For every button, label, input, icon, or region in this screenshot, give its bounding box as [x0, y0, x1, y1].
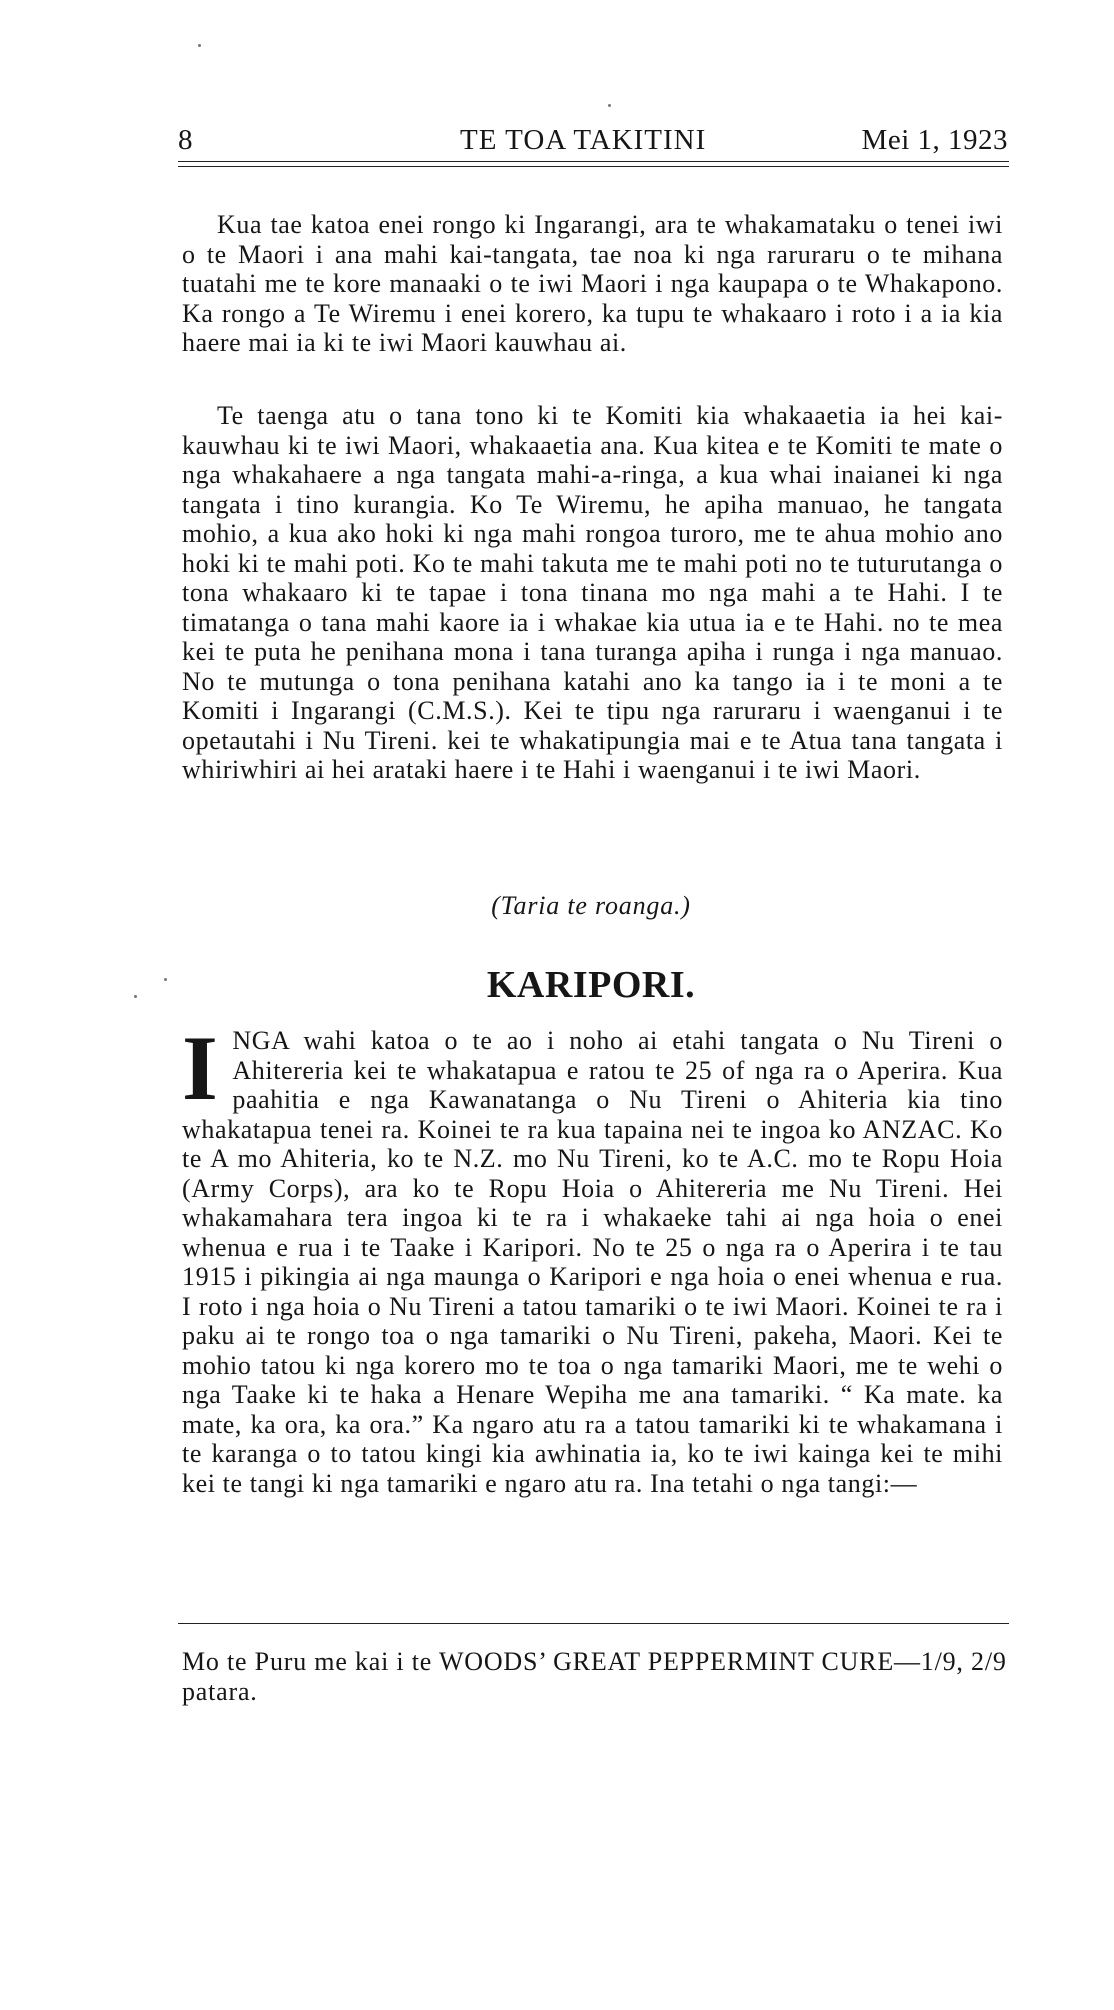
advertisement: Mo te Puru me kai i te WOODS’ GREAT PEPPERMINT CURE—1/9, 2/9 patara. — [182, 1647, 1007, 1706]
issue-date: Mei 1, 1923 — [861, 124, 1008, 156]
drop-cap: I — [182, 1017, 219, 1119]
page-number: 8 — [178, 124, 193, 156]
publication-title: TE TOA TAKITINI — [460, 124, 707, 156]
article1-paragraph-2: Te taenga atu o tana tono ki te Komiti kia whakaaetia ia hei kai-kauwhau ki te iwi Maori, whakaaetia ana. Kua kitea e te Komiti te mate o nga whakahaere a nga tangata mahi-a-ringa, a kua whai inaianei ki nga tangata i tino kurangia. Ko Te Wiremu, he apiha manuao, he tangata mohio, a kua ako hoki ki nga mahi rongoa turoro, me te ahua mohio ano hoki ki te mahi poti. Ko te mahi takuta me te mahi poti no te tuturutanga o tona whakaaro ki te tapae i tona tinana mo nga mahi a te Hahi. I te timatanga o tana mahi kaore ia i whakae kia utua ia e te Hahi. no te mea kei te puta he penihana mona i tana turanga apiha i runga i nga manuao. No te mutunga o tona penihana katahi ano ka tango ia i te moni a te Komiti i Ingarangi (C.M.S.). Kei te tipu nga raruraru i waenganui i te opetautahi i Nu Tireni. kei te whakatipungia mai e te Atua tana tangata i whiriwhiri ai hei arataki haere i te Hahi i waenganui i te iwi Maori. — [182, 401, 1003, 784]
scan-speck — [608, 104, 611, 107]
footer-rule — [178, 1623, 1009, 1624]
header-rule-thin — [178, 166, 1009, 167]
scan-speck — [134, 995, 137, 998]
continued-note: (Taria te roanga.) — [491, 891, 691, 920]
scan-speck — [198, 44, 201, 47]
article2-body: INGA wahi katoa o te ao i noho ai etahi tangata o Nu Tireni o Ahitereria kei te whakatapua e ratou te 25 of nga ra o Aperira. Kua paahitia e nga Kawanatanga o Nu Tireni o Ahiteria kia tino whakatapua tenei ra. Koinei te ra kua tapaina nei te ingoa ko ANZAC. Ko te A mo Ahiteria, ko te N.Z. mo Nu Tireni, ko te A.C. mo te Ropu Hoia (Army Corps), ara ko te Ropu Hoia o Ahitereria me Nu Tireni. Hei whakamahara tera ingoa ki te ra i whakaeke tahi ai nga hoia o enei whenua e rua i te Taake i Karipori. No te 25 o nga ra o Aperira i te tau 1915 i pikingia ai nga maunga o Karipori e nga hoia o enei whenua e rua. I roto i nga hoia o Nu Tireni a tatou tamariki o te iwi Maori. Koinei te ra i paku ai te rongo toa o nga tamariki o Nu Tireni, pakeha, Maori. Kei te mohio tatou ki nga korero mo te toa o nga tamariki Maori, me te wehi o nga Taake ki te haka a Henare Wepiha me ana tamariki. “ Ka mate. ka mate, ka ora, ka ora.” Ka ngaro atu ra a tatou tamariki ki te whakamana i te karanga o to tatou kingi kia awhinatia ia, ko te iwi kainga kei te mihi kei te tangi ki nga tamariki e ngaro atu ra. Ina tetahi o nga tangi:— — [182, 1017, 1003, 1498]
article-heading: KARIPORI. — [486, 964, 696, 1006]
running-header — [178, 124, 1008, 164]
article1-paragraph-1: Kua tae katoa enei rongo ki Ingarangi, ara te whakamataku o tenei iwi o te Maori i ana mahi kai-tangata, tae noa ki nga raruraru o te mihana tuatahi me te kore manaaki o te iwi Maori i nga kaupapa o te Whakapono. Ka rongo a Te Wiremu i enei korero, ka tupu te whakaaro i roto i a ia kia haere mai ia ki te iwi Maori kauwhau ai. — [182, 210, 1003, 357]
header-rule — [178, 161, 1009, 162]
scan-speck — [164, 978, 167, 981]
